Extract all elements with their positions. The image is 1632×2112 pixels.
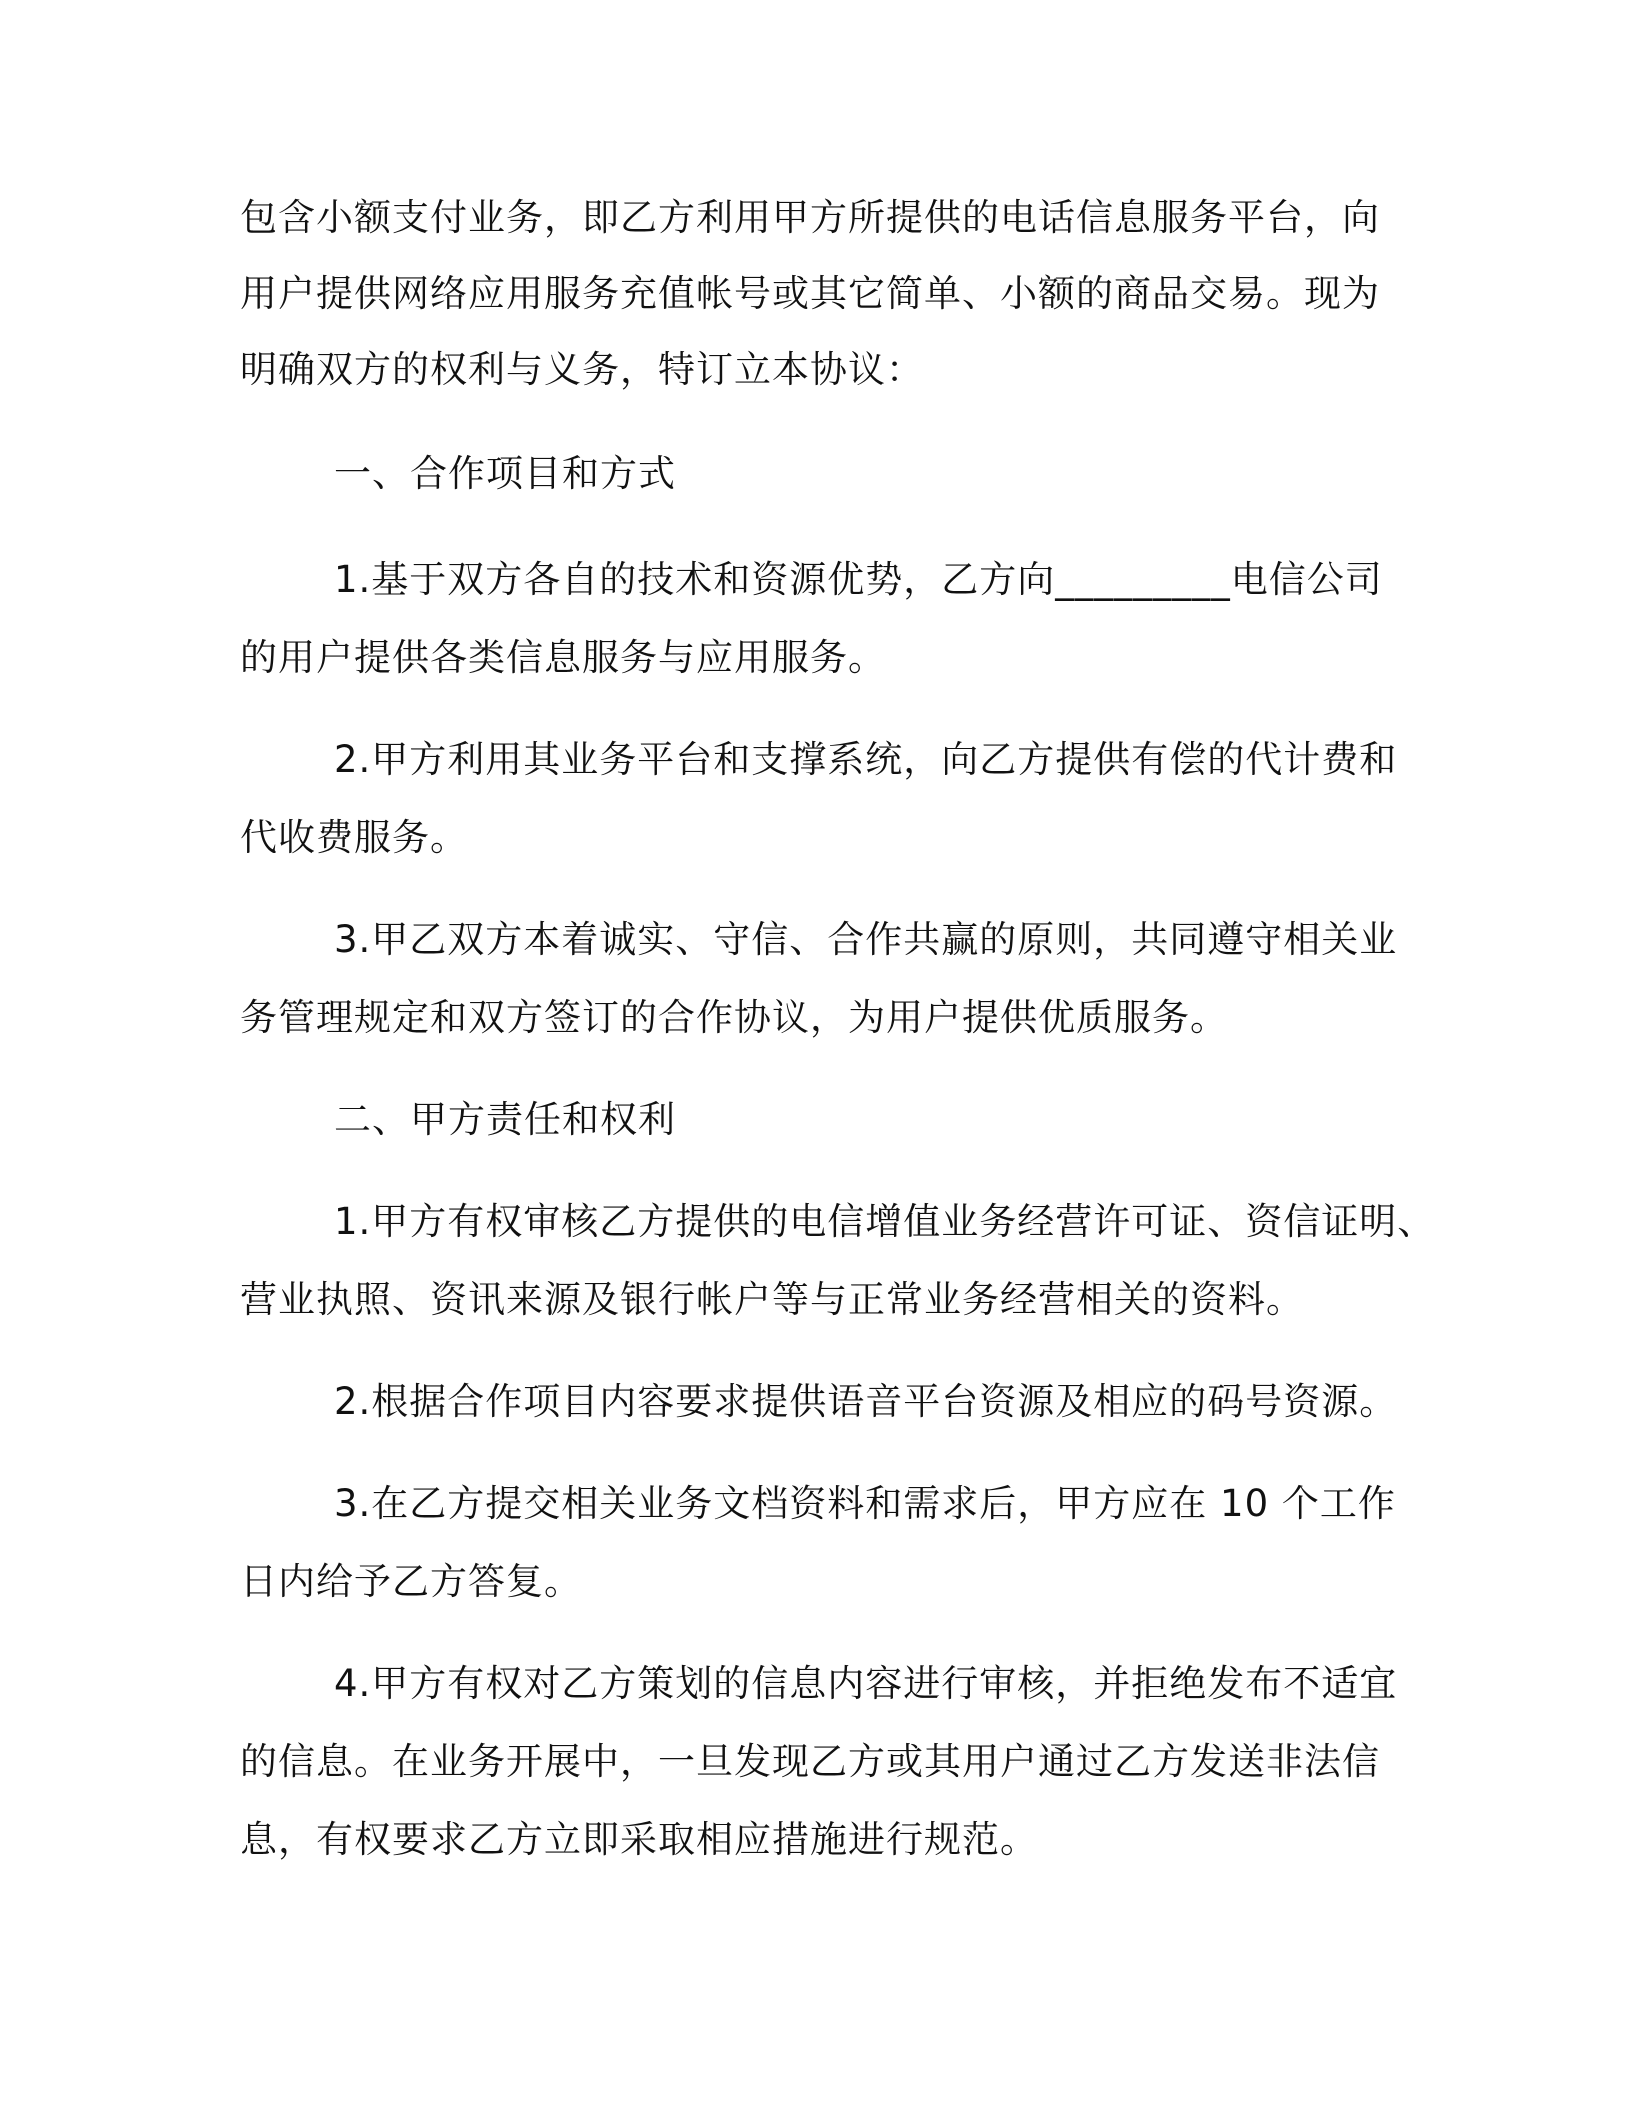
clause-line: 的信息。在业务开展中，一旦发现乙方或其用户通过乙方发送非法信 — [240, 1740, 1380, 1783]
clause-line: 2.根据合作项目内容要求提供语音平台资源及相应的码号资源。 — [334, 1380, 1398, 1423]
clause-line: 3.在乙方提交相关业务文档资料和需求后，甲方应在 10 个工作 — [334, 1482, 1396, 1525]
clause-line: 的用户提供各类信息服务与应用服务。 — [240, 636, 886, 679]
clause-line: 营业执照、资讯来源及银行帐户等与正常业务经营相关的资料。 — [240, 1278, 1304, 1321]
clause-line: 代收费服务。 — [240, 816, 468, 859]
clause-line: 息，有权要求乙方立即采取相应措施进行规范。 — [240, 1818, 1038, 1861]
clause-line: 务管理规定和双方签订的合作协议，为用户提供优质服务。 — [240, 996, 1228, 1039]
clause-line: 2.甲方利用其业务平台和支撑系统，向乙方提供有偿的代计费和 — [334, 738, 1398, 781]
clause-line: 4.甲方有权对乙方策划的信息内容进行审核，并拒绝发布不适宜 — [334, 1662, 1398, 1705]
clause-line: 1.甲方有权审核乙方提供的电信增值业务经营许可证、资信证明、 — [334, 1200, 1436, 1243]
section-heading: 一、合作项目和方式 — [334, 452, 676, 495]
section-heading: 二、甲方责任和权利 — [334, 1098, 676, 1141]
clause-line: 日内给予乙方答复。 — [240, 1560, 582, 1603]
clause-line: 3.甲乙双方本着诚实、守信、合作共赢的原则，共同遵守相关业 — [334, 918, 1398, 961]
clause-line: 1.基于双方各自的技术和资源优势，乙方向_________电信公司 — [334, 558, 1383, 601]
paragraph-line: 包含小额支付业务，即乙方利用甲方所提供的电话信息服务平台，向 — [240, 196, 1380, 239]
paragraph-line: 用户提供网络应用服务充值帐号或其它简单、小额的商品交易。现为 — [240, 272, 1380, 315]
paragraph-line: 明确双方的权利与义务，特订立本协议： — [240, 348, 924, 391]
